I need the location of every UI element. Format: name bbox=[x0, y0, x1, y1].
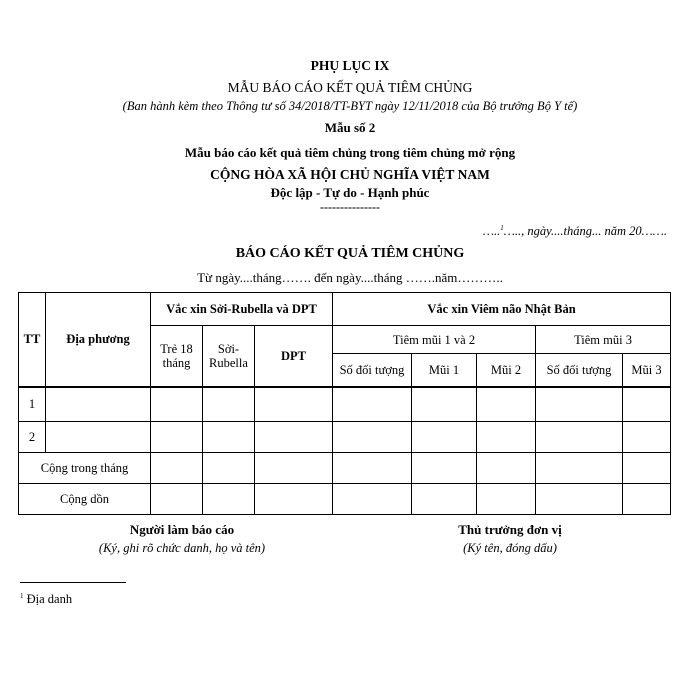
reporter-signature-block bbox=[32, 522, 332, 556]
table-row bbox=[19, 387, 671, 422]
head-title: Thủ trưởng đơn vị bbox=[458, 522, 562, 537]
footnote-text: Địa danh bbox=[23, 592, 73, 607]
form-number: Mẫu số 2 bbox=[324, 120, 376, 135]
header-tt: TT bbox=[19, 293, 46, 387]
motto-divider: --------------- bbox=[320, 200, 380, 214]
header-group-je: Vắc xin Viêm não Nhật Bản bbox=[333, 293, 671, 326]
place-date-line bbox=[483, 224, 667, 239]
vaccination-results-table bbox=[18, 292, 671, 515]
reporter-title: Người làm báo cáo bbox=[129, 522, 235, 537]
row-number: 1 bbox=[19, 387, 46, 422]
header-dose-2: Mũi 2 bbox=[477, 354, 536, 387]
place-placeholder: ….. bbox=[482, 224, 501, 239]
form-title: MẪU BÁO CÁO KẾT QUẢ TIÊM CHỦNG bbox=[227, 80, 473, 95]
header-child-18-line2: tháng bbox=[162, 355, 191, 370]
motto: Độc lập - Tự do - Hạnh phúc bbox=[270, 185, 430, 200]
header-child-18-line1: Trẻ 18 bbox=[160, 341, 193, 356]
table-row bbox=[19, 453, 671, 484]
header-target-count: Số đối tượng bbox=[536, 354, 623, 387]
footnote-reference: 1 bbox=[500, 224, 504, 232]
header-locality: Địa phương bbox=[46, 293, 151, 387]
table-row bbox=[19, 422, 671, 453]
header-measles-rubella bbox=[203, 326, 255, 387]
report-title: BÁO CÁO KẾT QUẢ TIÊM CHỦNG bbox=[235, 246, 465, 261]
header-dose-3: Mũi 3 bbox=[623, 354, 671, 387]
header-dpt: DPT bbox=[255, 326, 333, 387]
footnote-mark: 1 bbox=[20, 592, 24, 600]
row-month-total-label: Cộng trong tháng bbox=[19, 453, 151, 484]
form-subtitle: Mẫu báo cáo kết quả tiêm chủng trong tiêm chủng mở rộng bbox=[184, 145, 516, 160]
head-note: (Ký tên, đóng dấu) bbox=[463, 541, 557, 555]
head-signature-block bbox=[360, 522, 660, 556]
header-mr-line1: Sởi- bbox=[217, 341, 240, 356]
reporter-note: (Ký, ghi rõ chức danh, họ và tên) bbox=[98, 541, 266, 555]
row-cumulative-label: Cộng dồn bbox=[19, 484, 151, 515]
footnote bbox=[20, 592, 72, 607]
header-child-18-months bbox=[151, 326, 203, 387]
report-period: Từ ngày....tháng……. đến ngày....tháng …….năm……….. bbox=[197, 270, 503, 285]
date-text: ….., ngày....tháng... năm 20……. bbox=[503, 224, 667, 239]
table-row bbox=[19, 484, 671, 515]
row-number: 2 bbox=[19, 422, 46, 453]
header-group-mr-dpt: Vắc xin Sởi-Rubella và DPT bbox=[151, 293, 333, 326]
footnote-separator bbox=[20, 582, 126, 583]
header-je-dose-1-2: Tiêm mũi 1 và 2 bbox=[333, 326, 536, 354]
header-mr-line2: Rubella bbox=[209, 355, 248, 370]
appendix-title: PHỤ LỤC IX bbox=[310, 58, 390, 73]
header-target-count: Số đối tượng bbox=[333, 354, 412, 387]
header-je-dose-3: Tiêm mũi 3 bbox=[536, 326, 671, 354]
header-dose-1: Mũi 1 bbox=[412, 354, 477, 387]
issued-note: (Ban hành kèm theo Thông tư số 34/2018/TT-BYT ngày 12/11/2018 của Bộ trưởng Bộ Y tế) bbox=[122, 99, 578, 113]
nation-heading: CỘNG HÒA XÃ HỘI CHỦ NGHĨA VIỆT NAM bbox=[210, 167, 490, 182]
